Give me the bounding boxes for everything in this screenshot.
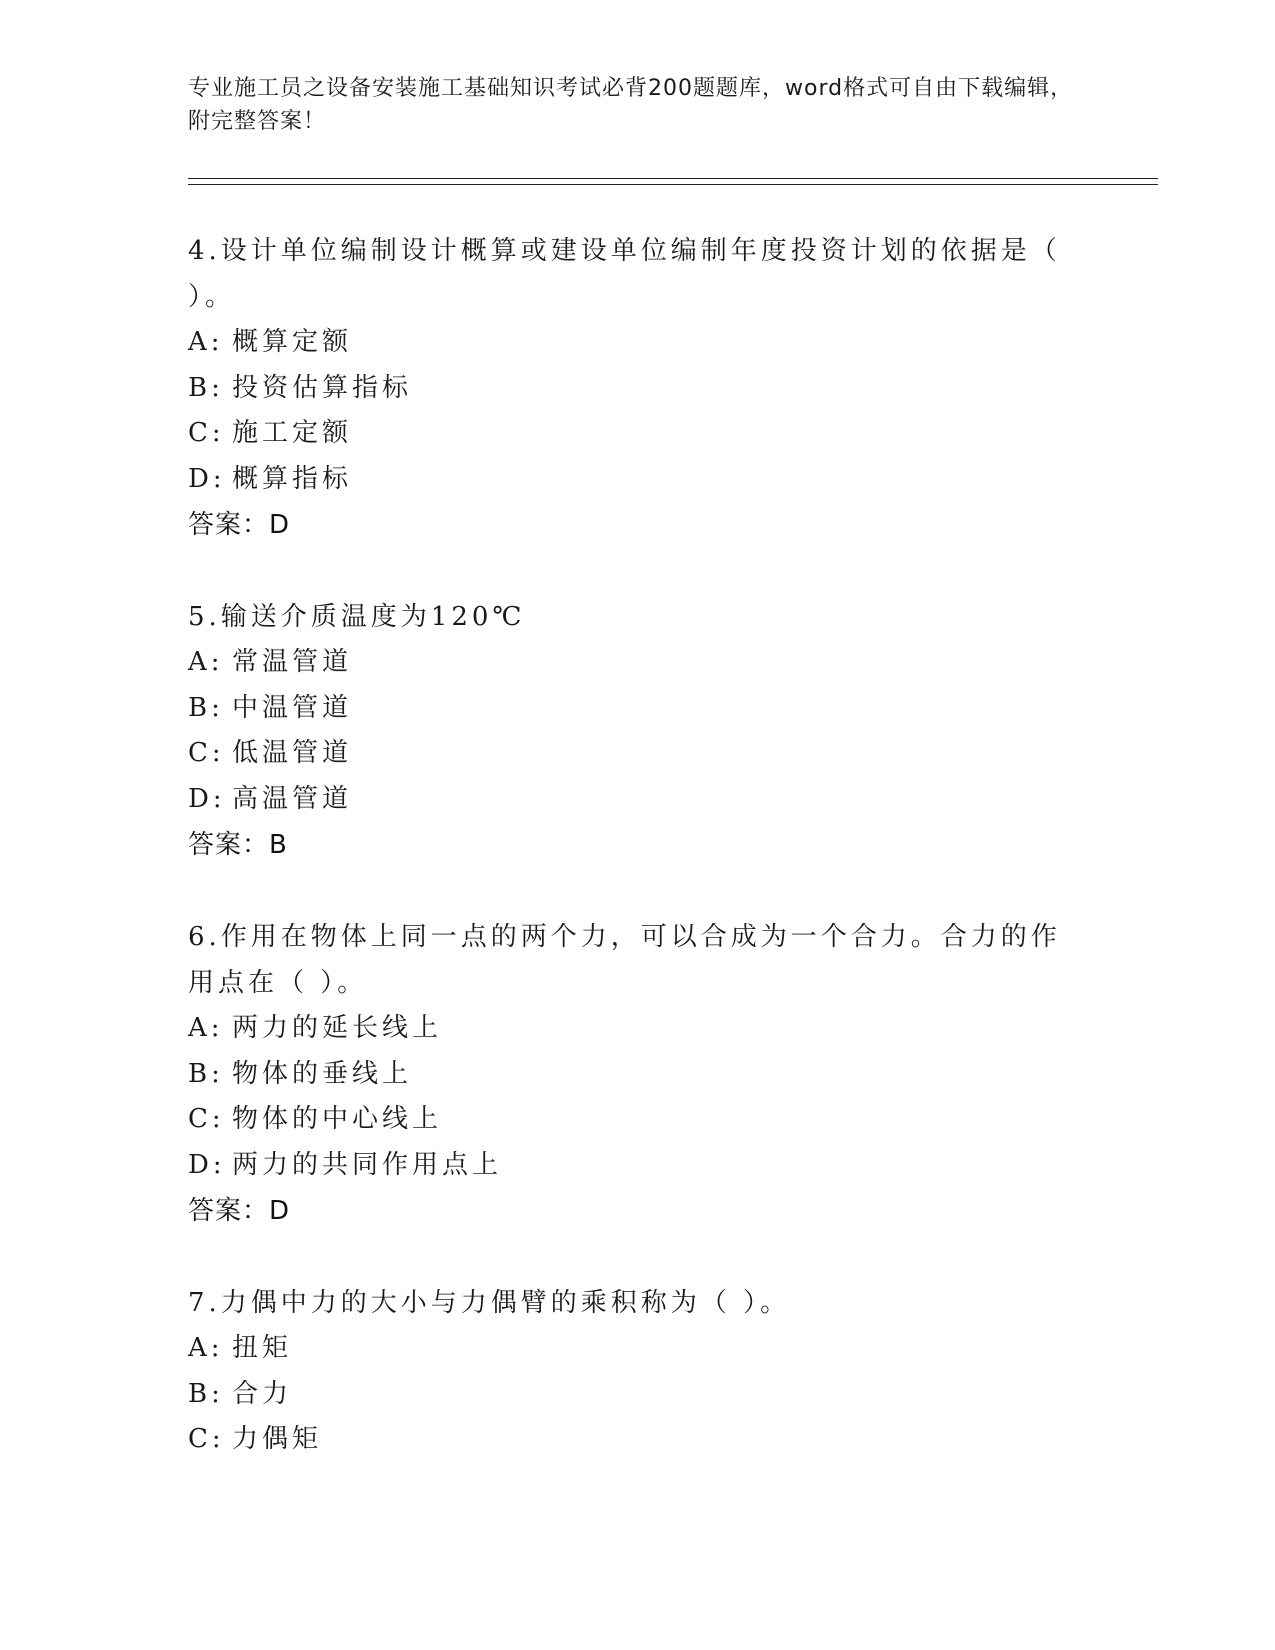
option-c — [188, 411, 1088, 457]
question-6 — [188, 914, 1088, 1234]
option-letter: C: — [188, 1424, 225, 1454]
option-b — [188, 686, 1088, 732]
question-5 — [188, 594, 1088, 868]
option-a — [188, 1326, 1088, 1372]
option-letter: D: — [188, 463, 226, 494]
answer-line: 答案：B — [188, 830, 288, 860]
option-a — [188, 1006, 1088, 1052]
option-d — [188, 777, 1088, 823]
option-b — [188, 1372, 1088, 1418]
answer-line: 答案：D — [188, 1196, 291, 1226]
question-stem: 6.作用在物体上同一点的两个力，可以合成为一个合力。合力的作用点在（ ）。 — [188, 922, 1061, 998]
option-text: 中温管道 — [232, 692, 353, 723]
option-letter: A: — [188, 1333, 224, 1363]
option-text: 低温管道 — [232, 738, 353, 768]
option-letter: B: — [188, 1378, 224, 1409]
document-header-title: 专业施工员之设备安装施工基础知识考试必背200题题库，word格式可自由下载编辑，附完整答案！ — [188, 76, 1074, 134]
option-text: 两力的共同作用点上 — [232, 1149, 503, 1180]
option-text: 力偶矩 — [232, 1424, 323, 1454]
option-letter: D: — [188, 1149, 226, 1180]
option-letter: C: — [188, 418, 225, 448]
option-b — [188, 1052, 1088, 1098]
option-d — [188, 1143, 1088, 1189]
question-stem: 4.设计单位编制设计概算或建设单位编制年度投资计划的依据是（ ）。 — [188, 236, 1061, 312]
question-7 — [188, 1280, 1088, 1463]
option-text: 施工定额 — [232, 418, 353, 448]
option-letter: A: — [188, 1013, 224, 1043]
option-letter: B: — [188, 372, 224, 403]
option-text: 高温管道 — [232, 783, 353, 814]
option-letter: A: — [188, 327, 224, 357]
option-text: 物体的中心线上 — [232, 1104, 443, 1134]
option-c — [188, 1097, 1088, 1143]
option-text: 两力的延长线上 — [232, 1013, 443, 1043]
option-letter: A: — [188, 647, 224, 677]
option-letter: B: — [188, 1058, 224, 1089]
option-letter: C: — [188, 1104, 225, 1134]
question-stem: 5.输送介质温度为120℃ — [188, 602, 526, 632]
option-text: 概算指标 — [232, 463, 353, 494]
option-text: 物体的垂线上 — [232, 1058, 413, 1089]
option-letter: B: — [188, 692, 224, 723]
option-a — [188, 320, 1088, 366]
option-text: 常温管道 — [232, 647, 353, 677]
question-stem: 7.力偶中力的大小与力偶臂的乘积称为（ ）。 — [188, 1288, 791, 1318]
option-c — [188, 731, 1088, 777]
question-list — [188, 228, 1088, 1509]
answer-line: 答案：D — [188, 510, 291, 540]
option-a — [188, 640, 1088, 686]
option-letter: C: — [188, 738, 225, 768]
option-b — [188, 366, 1088, 412]
question-4 — [188, 228, 1088, 548]
option-text: 概算定额 — [232, 327, 353, 357]
option-text: 合力 — [232, 1378, 293, 1409]
header-divider — [188, 178, 1158, 185]
option-text: 扭矩 — [232, 1333, 293, 1363]
option-letter: D: — [188, 783, 226, 814]
option-c — [188, 1417, 1088, 1463]
option-text: 投资估算指标 — [232, 372, 413, 403]
option-d — [188, 457, 1088, 503]
